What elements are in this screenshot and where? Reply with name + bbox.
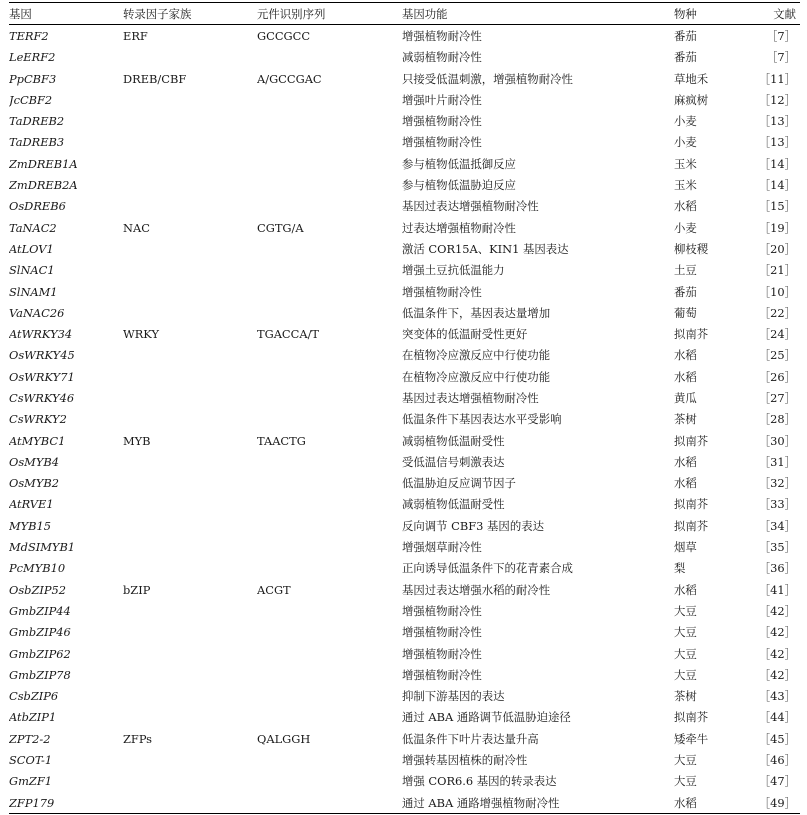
table-row: [9, 430, 800, 451]
cell-species: 烟草: [674, 540, 697, 555]
cell-family: [123, 643, 257, 664]
cell-sequence: [257, 132, 402, 153]
cell-species: 拟南芥: [674, 433, 709, 448]
cell-family: [123, 366, 257, 387]
cell-function: 在植物冷应激反应中行使功能: [402, 348, 551, 363]
cell-sequence: [257, 558, 402, 579]
cell-sequence: [257, 409, 402, 430]
cell-function: 基因过表达增强植物耐冷性: [402, 390, 539, 405]
table-row: [9, 600, 800, 621]
cell-gene: AtbZIP1: [9, 710, 57, 725]
cell-sequence: A/GCCGAC: [257, 71, 322, 86]
cell-species: 拟南芥: [674, 518, 709, 533]
cell-function: 过表达增强植物耐冷性: [402, 220, 516, 235]
cell-function: 减弱植物耐冷性: [402, 50, 482, 65]
table-body: [9, 25, 800, 814]
cell-species: 拟南芥: [674, 710, 709, 725]
cell-species: 黄瓜: [674, 390, 697, 405]
table-row: [9, 771, 800, 792]
cell-sequence: ACGT: [257, 582, 291, 597]
cell-family: [123, 622, 257, 643]
cell-reference: ［46］: [758, 753, 796, 768]
cell-reference: ［27］: [758, 390, 796, 405]
cell-function: 正向诱导低温条件下的花青素合成: [402, 561, 573, 576]
cell-gene: OsDREB6: [9, 199, 66, 214]
cell-family: [123, 664, 257, 685]
cell-gene: PcMYB10: [9, 561, 66, 576]
cell-family: [123, 707, 257, 728]
cell-gene: AtLOV1: [9, 241, 54, 256]
cell-sequence: [257, 89, 402, 110]
cell-function: 突变体的低温耐受性更好: [402, 327, 528, 342]
cell-sequence: [257, 196, 402, 217]
cell-family: MYB: [123, 433, 151, 448]
cell-reference: ［42］: [758, 603, 796, 618]
cell-gene: MdSIMYB1: [9, 540, 76, 555]
cell-sequence: [257, 281, 402, 302]
cell-reference: ［26］: [758, 369, 796, 384]
table-row: [9, 89, 800, 110]
cell-family: [123, 686, 257, 707]
table-row: [9, 643, 800, 664]
cell-gene: SlNAM1: [9, 284, 58, 299]
cell-gene: ZPT2-2: [9, 731, 51, 746]
cell-sequence: [257, 260, 402, 281]
cell-gene: ZmDREB2A: [9, 178, 78, 193]
cell-species: 番茄: [674, 284, 697, 299]
cell-gene: TaDREB2: [9, 114, 65, 129]
cell-gene: CsWRKY46: [9, 390, 75, 405]
cell-species: 葡萄: [674, 305, 697, 320]
gene-function-table: [9, 2, 800, 814]
table-row: [9, 196, 800, 217]
table-row: [9, 110, 800, 131]
cell-reference: ［31］: [758, 454, 796, 469]
table-row: [9, 451, 800, 472]
cell-sequence: QALGGH: [257, 731, 311, 746]
cell-function: 增强植物耐冷性: [402, 603, 482, 618]
cell-species: 小麦: [674, 114, 697, 129]
cell-family: [123, 771, 257, 792]
table-row: [9, 409, 800, 430]
cell-species: 水稻: [674, 199, 697, 214]
cell-family: [123, 47, 257, 68]
cell-gene: VaNAC26: [9, 305, 65, 320]
cell-gene: OsMYB4: [9, 454, 59, 469]
cell-function: 增强植物耐冷性: [402, 114, 482, 129]
table-row: [9, 132, 800, 153]
cell-species: 麻疯树: [674, 92, 709, 107]
table-row: [9, 664, 800, 685]
cell-function: 参与植物低温胁迫反应: [402, 178, 516, 193]
table-row: [9, 686, 800, 707]
cell-species: 玉米: [674, 178, 697, 193]
cell-species: 水稻: [674, 795, 697, 810]
table-row: [9, 515, 800, 536]
cell-family: DREB/CBF: [123, 71, 187, 86]
cell-function: 增强植物耐冷性: [402, 135, 482, 150]
cell-reference: ［33］: [758, 497, 796, 512]
cell-reference: ［44］: [758, 710, 796, 725]
cell-family: [123, 196, 257, 217]
cell-sequence: [257, 792, 402, 814]
cell-family: ERF: [123, 28, 148, 43]
cell-family: [123, 558, 257, 579]
cell-reference: ［11］: [758, 71, 796, 86]
cell-function: 通过 ABA 通路调节低温胁迫途径: [402, 710, 571, 725]
cell-family: [123, 302, 257, 323]
table-row: [9, 749, 800, 770]
cell-function: 增强土豆抗低温能力: [402, 263, 505, 278]
cell-sequence: CGTG/A: [257, 220, 304, 235]
cell-reference: ［45］: [758, 731, 796, 746]
cell-reference: ［10］: [758, 284, 796, 299]
cell-sequence: [257, 345, 402, 366]
cell-reference: ［34］: [758, 518, 796, 533]
cell-sequence: [257, 153, 402, 174]
cell-function: 增强植物耐冷性: [402, 667, 482, 682]
table-row: [9, 473, 800, 494]
table-row: [9, 536, 800, 557]
cell-species: 柳枝稷: [674, 241, 709, 256]
cell-function: 参与植物低温抵御反应: [402, 156, 516, 171]
header-reference: 文献: [773, 6, 796, 21]
table-header: [9, 3, 800, 25]
cell-reference: ［32］: [758, 476, 796, 491]
cell-reference: ［7］: [765, 28, 796, 43]
cell-function: 减弱植物低温耐受性: [402, 497, 505, 512]
cell-function: 激活 COR15A、KIN1 基因表达: [402, 241, 569, 256]
cell-family: [123, 473, 257, 494]
cell-gene: AtMYBC1: [9, 433, 66, 448]
cell-reference: ［25］: [758, 348, 796, 363]
cell-species: 茶树: [674, 412, 697, 427]
cell-gene: GmbZIP62: [9, 646, 71, 661]
cell-function: 增强叶片耐冷性: [402, 92, 482, 107]
cell-family: [123, 792, 257, 814]
header-family: 转录因子家族: [123, 6, 192, 21]
table-row: [9, 281, 800, 302]
cell-species: 水稻: [674, 348, 697, 363]
cell-gene: OsbZIP52: [9, 582, 67, 597]
cell-reference: ［20］: [758, 241, 796, 256]
cell-family: [123, 749, 257, 770]
cell-species: 茶树: [674, 689, 697, 704]
table-row: [9, 302, 800, 323]
cell-sequence: [257, 749, 402, 770]
cell-sequence: [257, 387, 402, 408]
cell-species: 小麦: [674, 135, 697, 150]
cell-function: 抑制下游基因的表达: [402, 689, 505, 704]
cell-gene: CsbZIP6: [9, 689, 59, 704]
cell-function: 增强植物耐冷性: [402, 284, 482, 299]
cell-reference: ［14］: [758, 156, 796, 171]
cell-function: 低温条件下叶片表达量升高: [402, 731, 539, 746]
cell-sequence: [257, 110, 402, 131]
cell-function: 只接受低温刺激，增强植物耐冷性: [402, 71, 573, 86]
cell-gene: OsMYB2: [9, 476, 59, 491]
cell-reference: ［7］: [765, 50, 796, 65]
cell-function: 减弱植物低温耐受性: [402, 433, 505, 448]
cell-family: [123, 132, 257, 153]
cell-gene: ZmDREB1A: [9, 156, 78, 171]
cell-sequence: [257, 302, 402, 323]
cell-sequence: [257, 515, 402, 536]
table-row: [9, 323, 800, 344]
cell-gene: OsWRKY45: [9, 348, 75, 363]
cell-sequence: [257, 536, 402, 557]
cell-family: [123, 451, 257, 472]
cell-reference: ［19］: [758, 220, 796, 235]
cell-family: [123, 600, 257, 621]
cell-gene: LeERF2: [9, 50, 56, 65]
cell-family: ZFPs: [123, 731, 153, 746]
cell-family: [123, 494, 257, 515]
cell-sequence: TAACTG: [257, 433, 306, 448]
cell-reference: ［41］: [758, 582, 796, 597]
table-row: [9, 707, 800, 728]
cell-gene: TaNAC2: [9, 220, 57, 235]
cell-reference: ［14］: [758, 178, 796, 193]
cell-reference: ［15］: [758, 199, 796, 214]
cell-species: 草地禾: [674, 71, 709, 86]
cell-gene: PpCBF3: [9, 71, 57, 86]
cell-sequence: [257, 664, 402, 685]
cell-gene: ZFP179: [9, 795, 55, 810]
cell-function: 增强转基因植株的耐冷性: [402, 753, 528, 768]
cell-reference: ［49］: [758, 795, 796, 810]
header-function: 基因功能: [402, 6, 448, 21]
cell-family: [123, 387, 257, 408]
cell-gene: GmZF1: [9, 774, 52, 789]
table-row: [9, 260, 800, 281]
cell-function: 受低温信号刺激表达: [402, 454, 505, 469]
cell-family: [123, 281, 257, 302]
cell-function: 低温胁迫反应调节因子: [402, 476, 516, 491]
cell-function: 低温条件下，基因表达量增加: [402, 305, 551, 320]
cell-reference: ［24］: [758, 327, 796, 342]
cell-function: 低温条件下基因表达水平受影响: [402, 412, 562, 427]
table-row: [9, 494, 800, 515]
cell-family: [123, 260, 257, 281]
cell-gene: GmbZIP44: [9, 603, 71, 618]
cell-family: [123, 409, 257, 430]
cell-family: [123, 110, 257, 131]
table-row: [9, 387, 800, 408]
table-row: [9, 366, 800, 387]
cell-family: [123, 515, 257, 536]
cell-function: 增强植物耐冷性: [402, 646, 482, 661]
cell-family: WRKY: [123, 327, 160, 342]
table-row: [9, 47, 800, 68]
cell-function: 增强 COR6.6 基因的转录表达: [402, 774, 557, 789]
cell-function: 基因过表达增强植物耐冷性: [402, 199, 539, 214]
cell-species: 拟南芥: [674, 327, 709, 342]
table-row: [9, 792, 800, 814]
cell-family: [123, 174, 257, 195]
cell-family: NAC: [123, 220, 150, 235]
table-row: [9, 728, 800, 749]
cell-reference: ［42］: [758, 667, 796, 682]
cell-sequence: [257, 366, 402, 387]
cell-gene: AtWRKY34: [9, 327, 73, 342]
table-row: [9, 238, 800, 259]
cell-reference: ［42］: [758, 646, 796, 661]
cell-species: 大豆: [674, 667, 697, 682]
cell-sequence: GCCGCC: [257, 28, 311, 43]
cell-function: 基因过表达增强水稻的耐冷性: [402, 582, 551, 597]
cell-gene: CsWRKY2: [9, 412, 67, 427]
cell-reference: ［13］: [758, 135, 796, 150]
cell-species: 玉米: [674, 156, 697, 171]
cell-sequence: [257, 771, 402, 792]
cell-species: 矮牵牛: [674, 731, 709, 746]
cell-reference: ［28］: [758, 412, 796, 427]
cell-reference: ［22］: [758, 305, 796, 320]
table-row: [9, 558, 800, 579]
cell-species: 大豆: [674, 753, 697, 768]
cell-function: 反向调节 CBF3 基因的表达: [402, 518, 544, 533]
cell-function: 通过 ABA 通路增强植物耐冷性: [402, 795, 560, 810]
header-row: [9, 3, 800, 25]
cell-reference: ［47］: [758, 774, 796, 789]
cell-sequence: [257, 47, 402, 68]
cell-gene: GmbZIP78: [9, 667, 71, 682]
table-row: [9, 579, 800, 600]
cell-sequence: [257, 238, 402, 259]
cell-species: 水稻: [674, 369, 697, 384]
cell-gene: TERF2: [9, 28, 49, 43]
cell-reference: ［30］: [758, 433, 796, 448]
table-row: [9, 153, 800, 174]
table-row: [9, 68, 800, 89]
cell-species: 大豆: [674, 774, 697, 789]
cell-sequence: [257, 707, 402, 728]
cell-species: 水稻: [674, 476, 697, 491]
cell-sequence: [257, 473, 402, 494]
cell-species: 水稻: [674, 582, 697, 597]
cell-species: 土豆: [674, 263, 697, 278]
cell-gene: SlNAC1: [9, 263, 55, 278]
cell-species: 大豆: [674, 646, 697, 661]
cell-gene: MYB15: [9, 518, 52, 533]
cell-sequence: [257, 643, 402, 664]
cell-gene: GmbZIP46: [9, 625, 71, 640]
cell-species: 拟南芥: [674, 497, 709, 512]
table-row: [9, 217, 800, 238]
cell-family: [123, 536, 257, 557]
cell-reference: ［42］: [758, 625, 796, 640]
cell-function: 增强植物耐冷性: [402, 28, 482, 43]
cell-function: 增强烟草耐冷性: [402, 540, 482, 555]
table-row: [9, 25, 800, 47]
header-gene: 基因: [9, 6, 32, 21]
cell-sequence: [257, 451, 402, 472]
cell-sequence: [257, 494, 402, 515]
cell-gene: SCOT-1: [9, 753, 53, 768]
cell-reference: ［13］: [758, 114, 796, 129]
cell-species: 梨: [674, 561, 686, 576]
table-row: [9, 345, 800, 366]
cell-gene: AtRVE1: [9, 497, 54, 512]
cell-reference: ［12］: [758, 92, 796, 107]
cell-sequence: [257, 686, 402, 707]
header-sequence: 元件识别序列: [257, 6, 326, 21]
cell-reference: ［35］: [758, 540, 796, 555]
cell-family: [123, 153, 257, 174]
table-row: [9, 622, 800, 643]
cell-reference: ［36］: [758, 561, 796, 576]
cell-function: 在植物冷应激反应中行使功能: [402, 369, 551, 384]
table-row: [9, 174, 800, 195]
cell-species: 小麦: [674, 220, 697, 235]
cell-gene: TaDREB3: [9, 135, 65, 150]
cell-species: 水稻: [674, 454, 697, 469]
cell-species: 番茄: [674, 50, 697, 65]
cell-family: bZIP: [123, 582, 151, 597]
cell-family: [123, 345, 257, 366]
cell-gene: OsWRKY71: [9, 369, 75, 384]
cell-species: 大豆: [674, 625, 697, 640]
cell-family: [123, 238, 257, 259]
cell-reference: ［21］: [758, 263, 796, 278]
cell-sequence: [257, 622, 402, 643]
cell-reference: ［43］: [758, 689, 796, 704]
cell-sequence: [257, 600, 402, 621]
cell-function: 增强植物耐冷性: [402, 625, 482, 640]
header-species: 物种: [674, 6, 697, 21]
cell-species: 大豆: [674, 603, 697, 618]
cell-species: 番茄: [674, 28, 697, 43]
cell-sequence: [257, 174, 402, 195]
cell-family: [123, 89, 257, 110]
cell-sequence: TGACCA/T: [257, 327, 320, 342]
cell-gene: JcCBF2: [9, 92, 53, 107]
